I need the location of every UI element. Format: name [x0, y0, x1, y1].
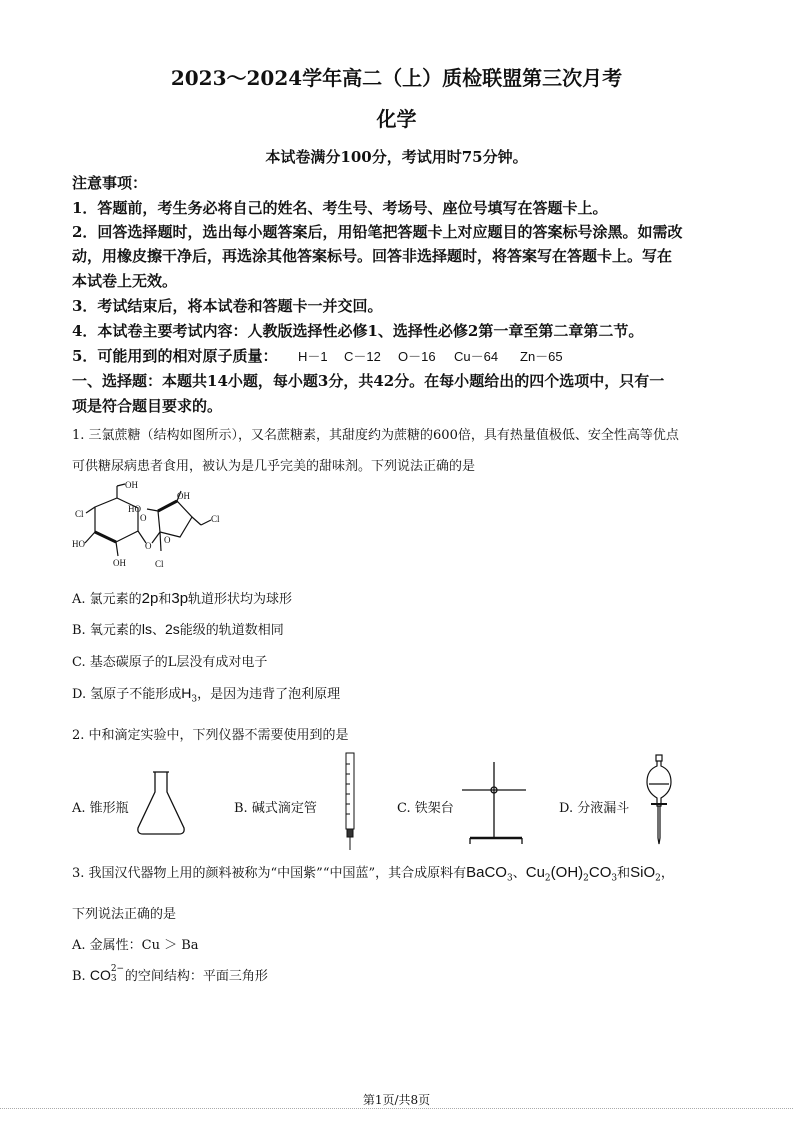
q3-formula-baco3: BaCO — [466, 864, 507, 881]
q3-formula-cu-sub: 2 — [544, 873, 551, 884]
label-cl-left: Cl — [75, 509, 84, 519]
page-number: 第1页/共8页 — [362, 1093, 431, 1107]
footer-divider — [0, 1108, 793, 1109]
q2-option-a: A. 锥形瓶 — [72, 801, 129, 816]
mass-o: O－16 — [398, 349, 436, 364]
label-o-ring1: O — [140, 513, 147, 523]
notice-item-2-line-1: 2．回答选择题时，选出每小题答案后，用铅笔把答题卡上对应题目的答案标号涂黑。如需改 — [72, 223, 683, 241]
label-oh-ring2: OH — [177, 491, 190, 501]
bond-ho-left — [85, 532, 95, 543]
q3-formula-oh-sub: 2 — [583, 873, 589, 884]
q3-formula-cu: Cu — [525, 864, 545, 881]
q3-option-b-subscript: 3 — [110, 974, 117, 984]
mass-cu: Cu－64 — [454, 349, 499, 364]
q1-option-b-pre: B. 氧元素的 — [72, 623, 142, 638]
label-o-bridge: O — [145, 541, 152, 551]
bond-cl-right — [201, 520, 211, 525]
section-1-line-1: 一、选择题：本题共14小题，每小题3分，共42分。在每小题给出的四个选项中，只有一 — [72, 372, 665, 390]
q3-formula-oh: (OH) — [550, 864, 584, 881]
exam-title: 2023～2024学年高二（上）质检联盟第三次月考 — [170, 66, 623, 90]
bond-ho-ring2 — [147, 509, 158, 511]
q3-option-b-ion-marks — [110, 964, 125, 984]
q2-stem: 2. 中和滴定实验中，下列仪器不需要使用到的是 — [72, 728, 349, 743]
q3-option-b — [72, 965, 268, 984]
notice-item-4: 4．本试卷主要考试内容：人教版选择性必修1、选择性必修2第一章至第二章第二节。 — [72, 322, 644, 340]
label-oh-top: OH — [125, 480, 138, 490]
label-ho-left: HO — [72, 539, 85, 549]
q1-option-a-post: 轨道形状均为球形 — [188, 592, 293, 607]
q3-option-b-superscript: 2− — [110, 964, 125, 974]
q3-stem-end: ， — [660, 866, 674, 881]
notice-item-2-line-2: 动，用橡皮擦干净后，再选涂其他答案标号。回答非选择题时，将答案写在答题卡上。写在 — [72, 247, 673, 265]
q1-option-b-post: 能级的轨道数相同 — [179, 623, 284, 638]
iron-stand-icon — [458, 760, 532, 846]
notice-item-3: 3．考试结束后，将本试卷和答题卡一并交回。 — [72, 297, 383, 315]
notice-item-1: 1．答题前，考生务必将自己的姓名、考生号、考场号、座位号填写在答题卡上。 — [72, 199, 608, 217]
q1-option-b-formula-2: 2s — [164, 621, 180, 637]
q3-formula-sio2-sub: 2 — [655, 873, 661, 884]
q1-option-a-formula-2: 3p — [171, 590, 189, 607]
label-cl-right: Cl — [211, 514, 220, 524]
q1-option-d-formula: H — [181, 685, 192, 701]
bond-bridge-2 — [152, 532, 160, 543]
q1-option-b-mid: 、 — [151, 623, 165, 638]
separatory-funnel-icon — [644, 754, 674, 846]
notice-item-5-label: 5．可能用到的相对原子质量： — [72, 347, 278, 365]
q1-option-d-subscript: 3 — [191, 694, 198, 705]
mass-c: C－12 — [344, 349, 381, 364]
bond-ch2-bottom — [160, 532, 161, 551]
label-o-ring2: O — [164, 535, 171, 545]
q1-option-d-pre: D. 氢原子不能形成 — [72, 687, 182, 702]
q3-stem-line-2: 下列说法正确的是 — [72, 907, 177, 922]
section-1-line-2: 项是符合题目要求的。 — [72, 397, 223, 415]
q2-option-b: B. 碱式滴定管 — [234, 801, 317, 816]
bond-oh-top — [117, 484, 125, 486]
q3-option-a: A. 金属性：Cu ＞ Ba — [72, 938, 199, 953]
q3-stem-pre: 3. 我国汉代器物上用的颜料被称为“中国紫”“中国蓝”，其合成原料有 — [72, 866, 467, 881]
notice-item-2-line-3: 本试卷上无效。 — [72, 272, 178, 290]
q3-and: 和 — [617, 866, 631, 881]
q1-option-c: C. 基态碳原子的L层没有成对电子 — [72, 655, 268, 670]
exam-info: 本试卷满分100分，考试用时75分钟。 — [265, 148, 528, 166]
mass-zn: Zn－65 — [520, 349, 563, 364]
notice-heading: 注意事项： — [72, 174, 148, 192]
q3-formula-baco3-sub: 3 — [506, 873, 513, 884]
q3-stem-line-1 — [72, 862, 674, 884]
label-oh-bottom: OH — [113, 558, 126, 568]
q2-option-d: D. 分液漏斗 — [559, 801, 630, 816]
q2-option-c: C. 铁架台 — [397, 801, 454, 816]
erlenmeyer-flask-icon — [135, 770, 187, 836]
q3-option-b-post: 的空间结构：平面三角形 — [124, 969, 268, 984]
bond-cl-left — [86, 507, 95, 513]
q1-option-a-pre: A. 氯元素的 — [72, 592, 142, 607]
label-ho-ring2: HO — [128, 504, 141, 514]
q1-option-d — [72, 683, 340, 705]
mass-h: H－1 — [298, 349, 328, 364]
subject-title: 化学 — [376, 107, 417, 131]
basic-burette-icon — [343, 752, 357, 852]
q1-stem-line-1: 1. 三氯蔗糖（结构如图所示），又名蔗糖素，其甜度约为蔗糖的600倍，具有热量值极低、安全性高等优点 — [72, 428, 679, 443]
q3-option-b-pre: B. — [72, 969, 86, 984]
q3-formula-co3-sub: 3 — [611, 873, 618, 884]
q3-option-b-formula: CO — [89, 967, 111, 983]
q3-formula-co3: CO — [588, 864, 612, 881]
q3-separator: 、 — [512, 866, 526, 881]
label-cl-bottom: Cl — [155, 559, 164, 569]
q1-option-a-mid: 和 — [158, 592, 172, 607]
bond-oh-bottom — [116, 542, 118, 556]
q1-stem-line-2: 可供糖尿病患者食用，被认为是几乎完美的甜味剂。下列说法正确的是 — [72, 459, 476, 474]
ring-1-bold-edge — [95, 532, 116, 542]
q1-option-a-formula-1: 2p — [141, 590, 159, 607]
q1-option-b — [72, 619, 284, 638]
q1-option-a — [72, 588, 292, 607]
ring-2-bold-edge — [158, 501, 177, 511]
ring-2-bonds — [158, 501, 192, 537]
q3-formula-sio2: SiO — [630, 864, 656, 881]
q1-option-b-formula-1: ls — [141, 621, 152, 637]
q1-option-d-post: ，是因为违背了泡利原理 — [197, 687, 341, 702]
bond-ch2-right — [192, 517, 201, 525]
